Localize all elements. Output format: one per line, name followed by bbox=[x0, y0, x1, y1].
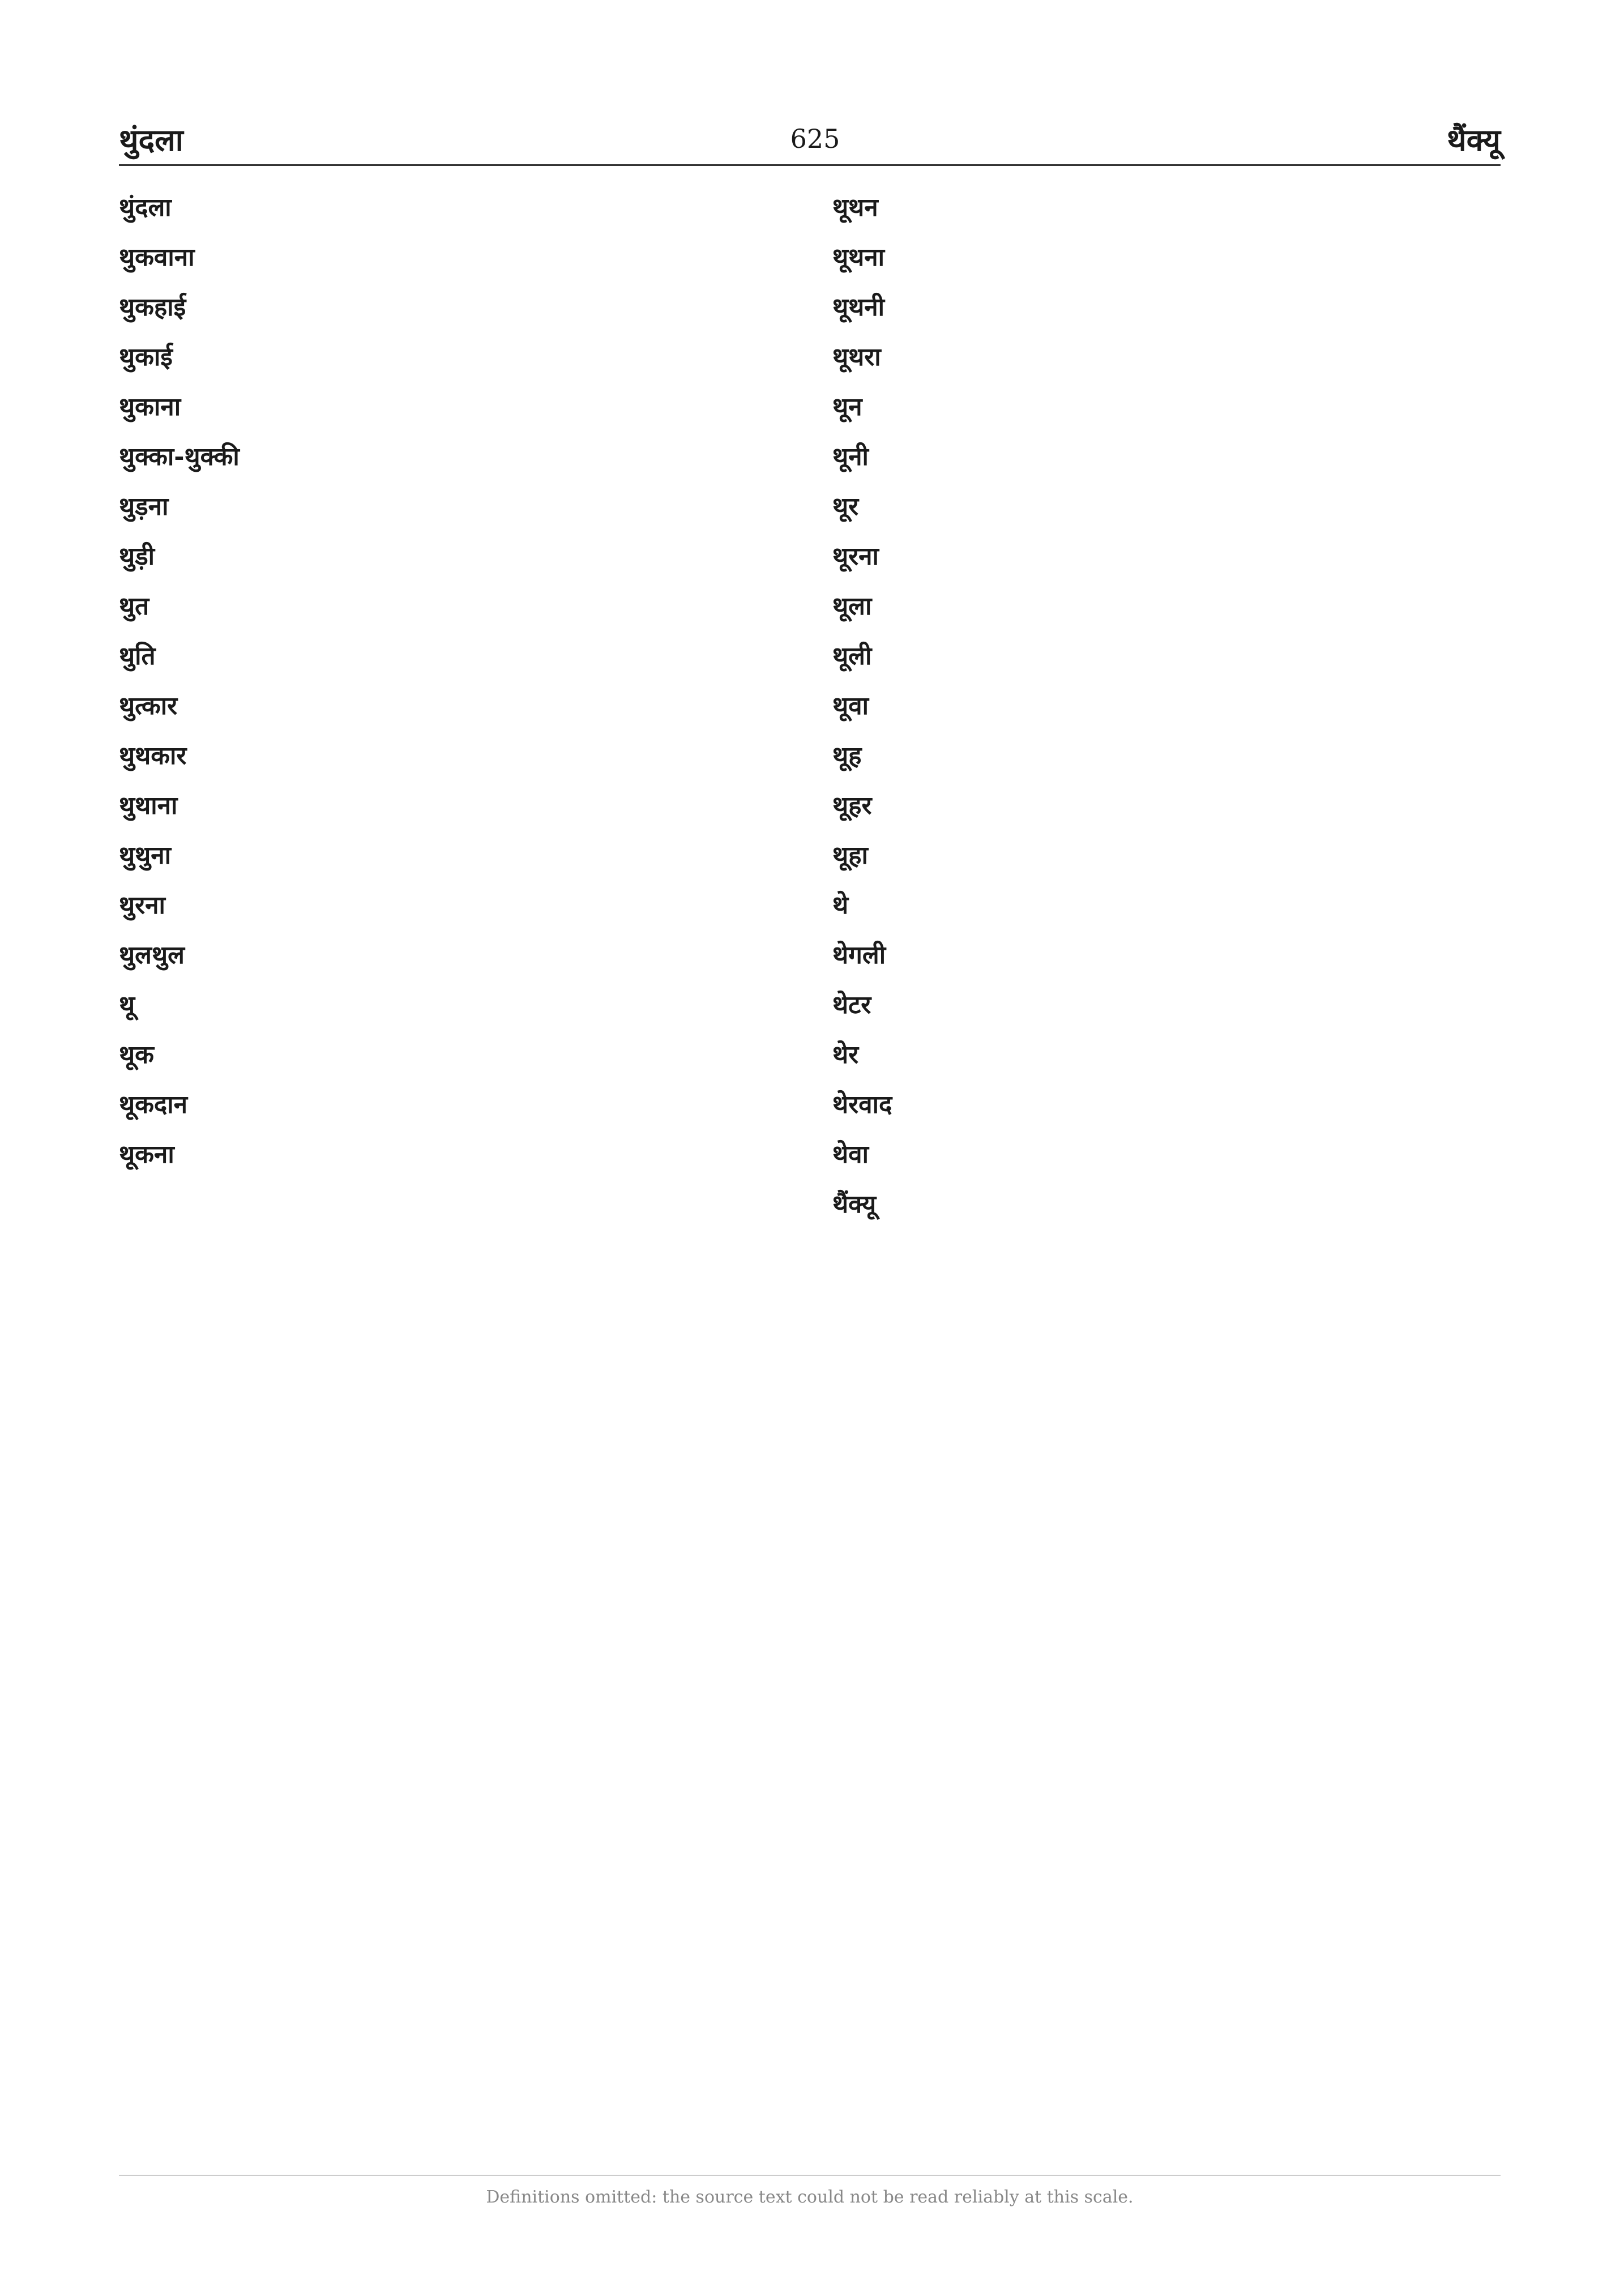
dictionary-entry bbox=[119, 984, 787, 1026]
page-number: 625 bbox=[790, 123, 840, 154]
right-column bbox=[832, 187, 1501, 1234]
entry-headword: थुड़ना bbox=[119, 492, 169, 521]
dictionary-entry bbox=[832, 287, 1501, 328]
entry-headword: थूहर bbox=[832, 791, 872, 820]
entry-headword: थुत bbox=[119, 592, 149, 621]
entry-headword: थुकवाना bbox=[119, 243, 195, 272]
entry-columns bbox=[119, 187, 1501, 1234]
dictionary-entry bbox=[832, 785, 1501, 827]
dictionary-entry bbox=[832, 536, 1501, 578]
dictionary-entry bbox=[119, 486, 787, 528]
entry-headword: थूवा bbox=[832, 692, 869, 720]
dictionary-entry bbox=[119, 187, 787, 229]
dictionary-entry bbox=[832, 237, 1501, 279]
dictionary-entry bbox=[119, 436, 787, 478]
entry-headword: थुरना bbox=[119, 891, 165, 920]
entry-headword: थुकहाई bbox=[119, 293, 186, 322]
entry-headword: थूथना bbox=[832, 243, 885, 272]
dictionary-entry bbox=[832, 885, 1501, 927]
entry-headword: थूथरा bbox=[832, 343, 881, 372]
dictionary-entry bbox=[832, 1134, 1501, 1176]
dictionary-entry bbox=[832, 984, 1501, 1026]
dictionary-entry bbox=[832, 336, 1501, 378]
entry-headword: थुति bbox=[119, 642, 156, 671]
left-column bbox=[119, 187, 787, 1234]
dictionary-entry bbox=[832, 436, 1501, 478]
dictionary-entry bbox=[832, 835, 1501, 877]
dictionary-entry bbox=[832, 735, 1501, 777]
entry-headword: थे bbox=[832, 891, 849, 920]
entry-headword: थूह bbox=[832, 741, 862, 770]
running-head-left: थुंदला bbox=[119, 122, 183, 158]
entry-headword: थूकना bbox=[119, 1140, 174, 1169]
dictionary-entry bbox=[119, 785, 787, 827]
dictionary-entry bbox=[832, 934, 1501, 976]
entry-headword: थुकाई bbox=[119, 343, 173, 372]
entry-headword: थेटर bbox=[832, 991, 871, 1019]
entry-headword: थूथन bbox=[832, 193, 878, 222]
dictionary-entry bbox=[119, 885, 787, 927]
entry-headword: थुक्का-थुक्की bbox=[119, 442, 240, 471]
entry-headword: थुड़ी bbox=[119, 542, 155, 571]
entry-headword: थुथकार bbox=[119, 741, 187, 770]
entry-headword: थेर bbox=[832, 1040, 859, 1069]
entry-headword: थैंक्यू bbox=[832, 1190, 877, 1219]
dictionary-entry bbox=[832, 685, 1501, 727]
dictionary-entry bbox=[832, 1034, 1501, 1076]
entry-headword: थूक bbox=[119, 1040, 154, 1069]
entry-headword: थू bbox=[119, 991, 135, 1019]
entry-headword: थेवा bbox=[832, 1140, 869, 1169]
page-header bbox=[119, 113, 1501, 166]
entry-headword: थुथुना bbox=[119, 841, 172, 870]
dictionary-entry bbox=[832, 1184, 1501, 1226]
dictionary-entry bbox=[119, 386, 787, 428]
dictionary-entry bbox=[119, 237, 787, 279]
entry-headword: थुत्कार bbox=[119, 692, 178, 720]
entry-headword: थूहा bbox=[832, 841, 868, 870]
entry-headword: थूरना bbox=[832, 542, 879, 571]
entry-headword: थुलथुल bbox=[119, 941, 185, 970]
dictionary-entry bbox=[119, 685, 787, 727]
entry-headword: थूकदान bbox=[119, 1090, 188, 1119]
dictionary-entry bbox=[832, 486, 1501, 528]
dictionary-entry bbox=[119, 1134, 787, 1176]
running-head-right: थैंक्यू bbox=[1447, 122, 1501, 158]
entry-headword: थूनी bbox=[832, 442, 869, 471]
dictionary-entry bbox=[119, 934, 787, 976]
dictionary-entry bbox=[832, 1084, 1501, 1126]
dictionary-entry bbox=[119, 635, 787, 677]
dictionary-entry bbox=[119, 336, 787, 378]
entry-headword: थून bbox=[832, 392, 862, 421]
dictionary-entry bbox=[119, 586, 787, 628]
entry-headword: थुथाना bbox=[119, 791, 178, 820]
entry-headword: थूथनी bbox=[832, 293, 885, 322]
entry-headword: थूली bbox=[832, 642, 872, 671]
dictionary-entry bbox=[119, 735, 787, 777]
dictionary-entry bbox=[119, 1084, 787, 1126]
entry-headword: थेरवाद bbox=[832, 1090, 892, 1119]
dictionary-entry bbox=[832, 386, 1501, 428]
entry-headword: थूला bbox=[832, 592, 872, 621]
dictionary-entry bbox=[832, 187, 1501, 229]
entry-headword: थुंदला bbox=[119, 193, 172, 222]
dictionary-entry bbox=[832, 635, 1501, 677]
dictionary-entry bbox=[119, 287, 787, 328]
dictionary-entry bbox=[119, 835, 787, 877]
transcription-note: Definitions omitted: the source text could not be read reliably at this scale. bbox=[119, 2175, 1501, 2207]
dictionary-entry bbox=[119, 1034, 787, 1076]
dictionary-entry bbox=[119, 536, 787, 578]
entry-headword: थूर bbox=[832, 492, 859, 521]
entry-headword: थुकाना bbox=[119, 392, 181, 421]
dictionary-entry bbox=[832, 586, 1501, 628]
entry-headword: थेगली bbox=[832, 941, 886, 970]
